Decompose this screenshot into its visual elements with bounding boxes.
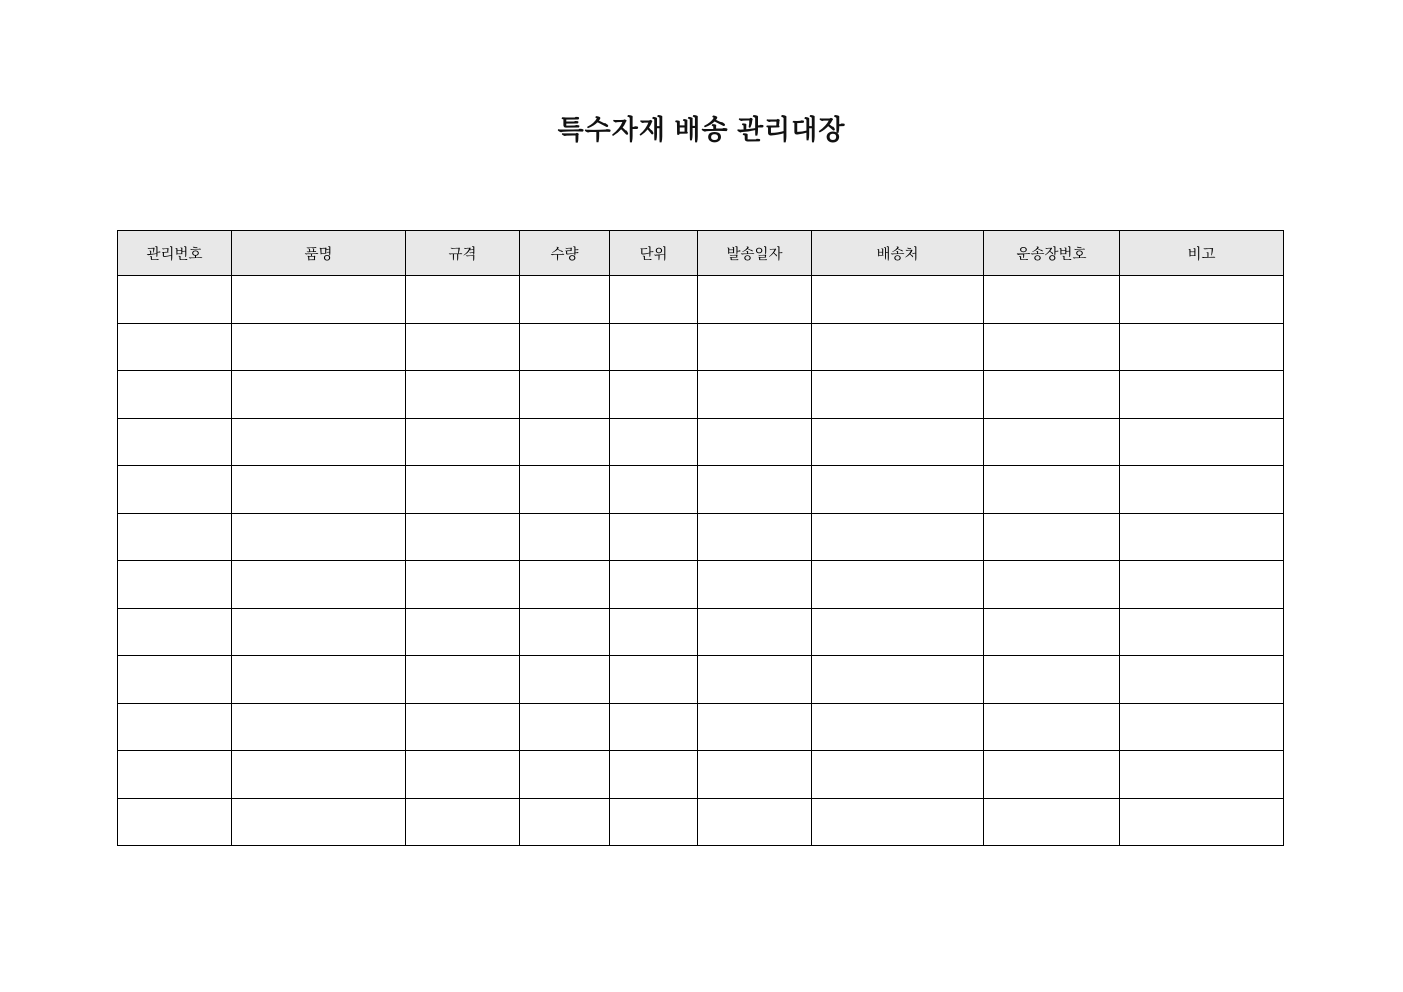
cell-remarks[interactable] (1120, 751, 1284, 799)
cell-specification[interactable] (406, 418, 520, 466)
cell-ship-date[interactable] (698, 323, 812, 371)
cell-unit[interactable] (610, 371, 698, 419)
cell-management-number[interactable] (118, 561, 232, 609)
cell-remarks[interactable] (1120, 371, 1284, 419)
table-row (118, 608, 1284, 656)
cell-remarks[interactable] (1120, 466, 1284, 514)
cell-ship-date[interactable] (698, 703, 812, 751)
cell-item-name[interactable] (232, 703, 406, 751)
cell-management-number[interactable] (118, 418, 232, 466)
cell-destination[interactable] (812, 276, 984, 324)
cell-tracking-number[interactable] (984, 798, 1120, 846)
cell-ship-date[interactable] (698, 276, 812, 324)
cell-unit[interactable] (610, 751, 698, 799)
column-header-quantity: 수량 (520, 231, 610, 276)
cell-ship-date[interactable] (698, 656, 812, 704)
cell-specification[interactable] (406, 656, 520, 704)
table-row (118, 561, 1284, 609)
cell-destination[interactable] (812, 323, 984, 371)
cell-unit[interactable] (610, 561, 698, 609)
cell-specification[interactable] (406, 751, 520, 799)
cell-tracking-number[interactable] (984, 466, 1120, 514)
cell-destination[interactable] (812, 751, 984, 799)
cell-item-name[interactable] (232, 466, 406, 514)
cell-management-number[interactable] (118, 703, 232, 751)
cell-ship-date[interactable] (698, 418, 812, 466)
cell-unit[interactable] (610, 466, 698, 514)
column-header-remarks: 비고 (1120, 231, 1284, 276)
table-row (118, 798, 1284, 846)
column-header-destination: 배송처 (812, 231, 984, 276)
cell-specification[interactable] (406, 276, 520, 324)
cell-quantity[interactable] (520, 751, 610, 799)
cell-destination[interactable] (812, 798, 984, 846)
cell-item-name[interactable] (232, 371, 406, 419)
cell-specification[interactable] (406, 798, 520, 846)
cell-destination[interactable] (812, 371, 984, 419)
cell-quantity[interactable] (520, 513, 610, 561)
ledger-table-container (117, 230, 1283, 846)
table-row (118, 751, 1284, 799)
cell-ship-date[interactable] (698, 371, 812, 419)
table-row (118, 703, 1284, 751)
cell-unit[interactable] (610, 798, 698, 846)
table-row (118, 656, 1284, 704)
cell-item-name[interactable] (232, 276, 406, 324)
cell-tracking-number[interactable] (984, 371, 1120, 419)
cell-unit[interactable] (610, 656, 698, 704)
cell-specification[interactable] (406, 513, 520, 561)
cell-unit[interactable] (610, 608, 698, 656)
table-row (118, 323, 1284, 371)
cell-ship-date[interactable] (698, 608, 812, 656)
cell-remarks[interactable] (1120, 561, 1284, 609)
cell-tracking-number[interactable] (984, 608, 1120, 656)
cell-destination[interactable] (812, 418, 984, 466)
table-row (118, 466, 1284, 514)
cell-quantity[interactable] (520, 703, 610, 751)
column-header-management-number: 관리번호 (118, 231, 232, 276)
page-title: 특수자재 배송 관리대장 (557, 115, 846, 145)
cell-destination[interactable] (812, 703, 984, 751)
cell-item-name[interactable] (232, 798, 406, 846)
cell-remarks[interactable] (1120, 656, 1284, 704)
cell-quantity[interactable] (520, 371, 610, 419)
cell-management-number[interactable] (118, 276, 232, 324)
cell-management-number[interactable] (118, 798, 232, 846)
cell-remarks[interactable] (1120, 513, 1284, 561)
cell-quantity[interactable] (520, 798, 610, 846)
cell-quantity[interactable] (520, 561, 610, 609)
cell-ship-date[interactable] (698, 513, 812, 561)
cell-management-number[interactable] (118, 513, 232, 561)
cell-quantity[interactable] (520, 466, 610, 514)
table-row (118, 418, 1284, 466)
cell-management-number[interactable] (118, 751, 232, 799)
cell-ship-date[interactable] (698, 798, 812, 846)
cell-destination[interactable] (812, 561, 984, 609)
cell-item-name[interactable] (232, 418, 406, 466)
cell-destination[interactable] (812, 513, 984, 561)
column-header-specification: 규격 (406, 231, 520, 276)
cell-tracking-number[interactable] (984, 513, 1120, 561)
cell-specification[interactable] (406, 323, 520, 371)
cell-destination[interactable] (812, 466, 984, 514)
cell-tracking-number[interactable] (984, 703, 1120, 751)
cell-unit[interactable] (610, 418, 698, 466)
cell-tracking-number[interactable] (984, 323, 1120, 371)
cell-management-number[interactable] (118, 656, 232, 704)
table-header-row (118, 231, 1284, 276)
column-header-unit: 단위 (610, 231, 698, 276)
cell-item-name[interactable] (232, 608, 406, 656)
cell-remarks[interactable] (1120, 798, 1284, 846)
cell-ship-date[interactable] (698, 751, 812, 799)
cell-specification[interactable] (406, 703, 520, 751)
cell-ship-date[interactable] (698, 466, 812, 514)
cell-remarks[interactable] (1120, 703, 1284, 751)
cell-quantity[interactable] (520, 608, 610, 656)
cell-unit[interactable] (610, 513, 698, 561)
cell-tracking-number[interactable] (984, 418, 1120, 466)
cell-tracking-number[interactable] (984, 751, 1120, 799)
cell-unit[interactable] (610, 323, 698, 371)
column-header-tracking-number: 운송장번호 (984, 231, 1120, 276)
cell-management-number[interactable] (118, 323, 232, 371)
cell-quantity[interactable] (520, 418, 610, 466)
cell-management-number[interactable] (118, 608, 232, 656)
cell-quantity[interactable] (520, 323, 610, 371)
cell-management-number[interactable] (118, 466, 232, 514)
cell-item-name[interactable] (232, 656, 406, 704)
cell-management-number[interactable] (118, 371, 232, 419)
cell-remarks[interactable] (1120, 418, 1284, 466)
table-row (118, 513, 1284, 561)
cell-specification[interactable] (406, 371, 520, 419)
table-row (118, 276, 1284, 324)
cell-item-name[interactable] (232, 513, 406, 561)
cell-specification[interactable] (406, 561, 520, 609)
cell-unit[interactable] (610, 703, 698, 751)
cell-destination[interactable] (812, 608, 984, 656)
cell-item-name[interactable] (232, 751, 406, 799)
cell-quantity[interactable] (520, 656, 610, 704)
cell-remarks[interactable] (1120, 323, 1284, 371)
cell-tracking-number[interactable] (984, 656, 1120, 704)
cell-item-name[interactable] (232, 323, 406, 371)
column-header-item-name: 품명 (232, 231, 406, 276)
cell-tracking-number[interactable] (984, 276, 1120, 324)
cell-destination[interactable] (812, 656, 984, 704)
cell-tracking-number[interactable] (984, 561, 1120, 609)
cell-specification[interactable] (406, 466, 520, 514)
ledger-table (117, 230, 1284, 846)
cell-ship-date[interactable] (698, 561, 812, 609)
column-header-ship-date: 발송일자 (698, 231, 812, 276)
cell-quantity[interactable] (520, 276, 610, 324)
cell-item-name[interactable] (232, 561, 406, 609)
cell-remarks[interactable] (1120, 276, 1284, 324)
table-header (118, 231, 1284, 276)
table-body (118, 276, 1284, 846)
cell-specification[interactable] (406, 608, 520, 656)
cell-unit[interactable] (610, 276, 698, 324)
cell-remarks[interactable] (1120, 608, 1284, 656)
table-row (118, 371, 1284, 419)
